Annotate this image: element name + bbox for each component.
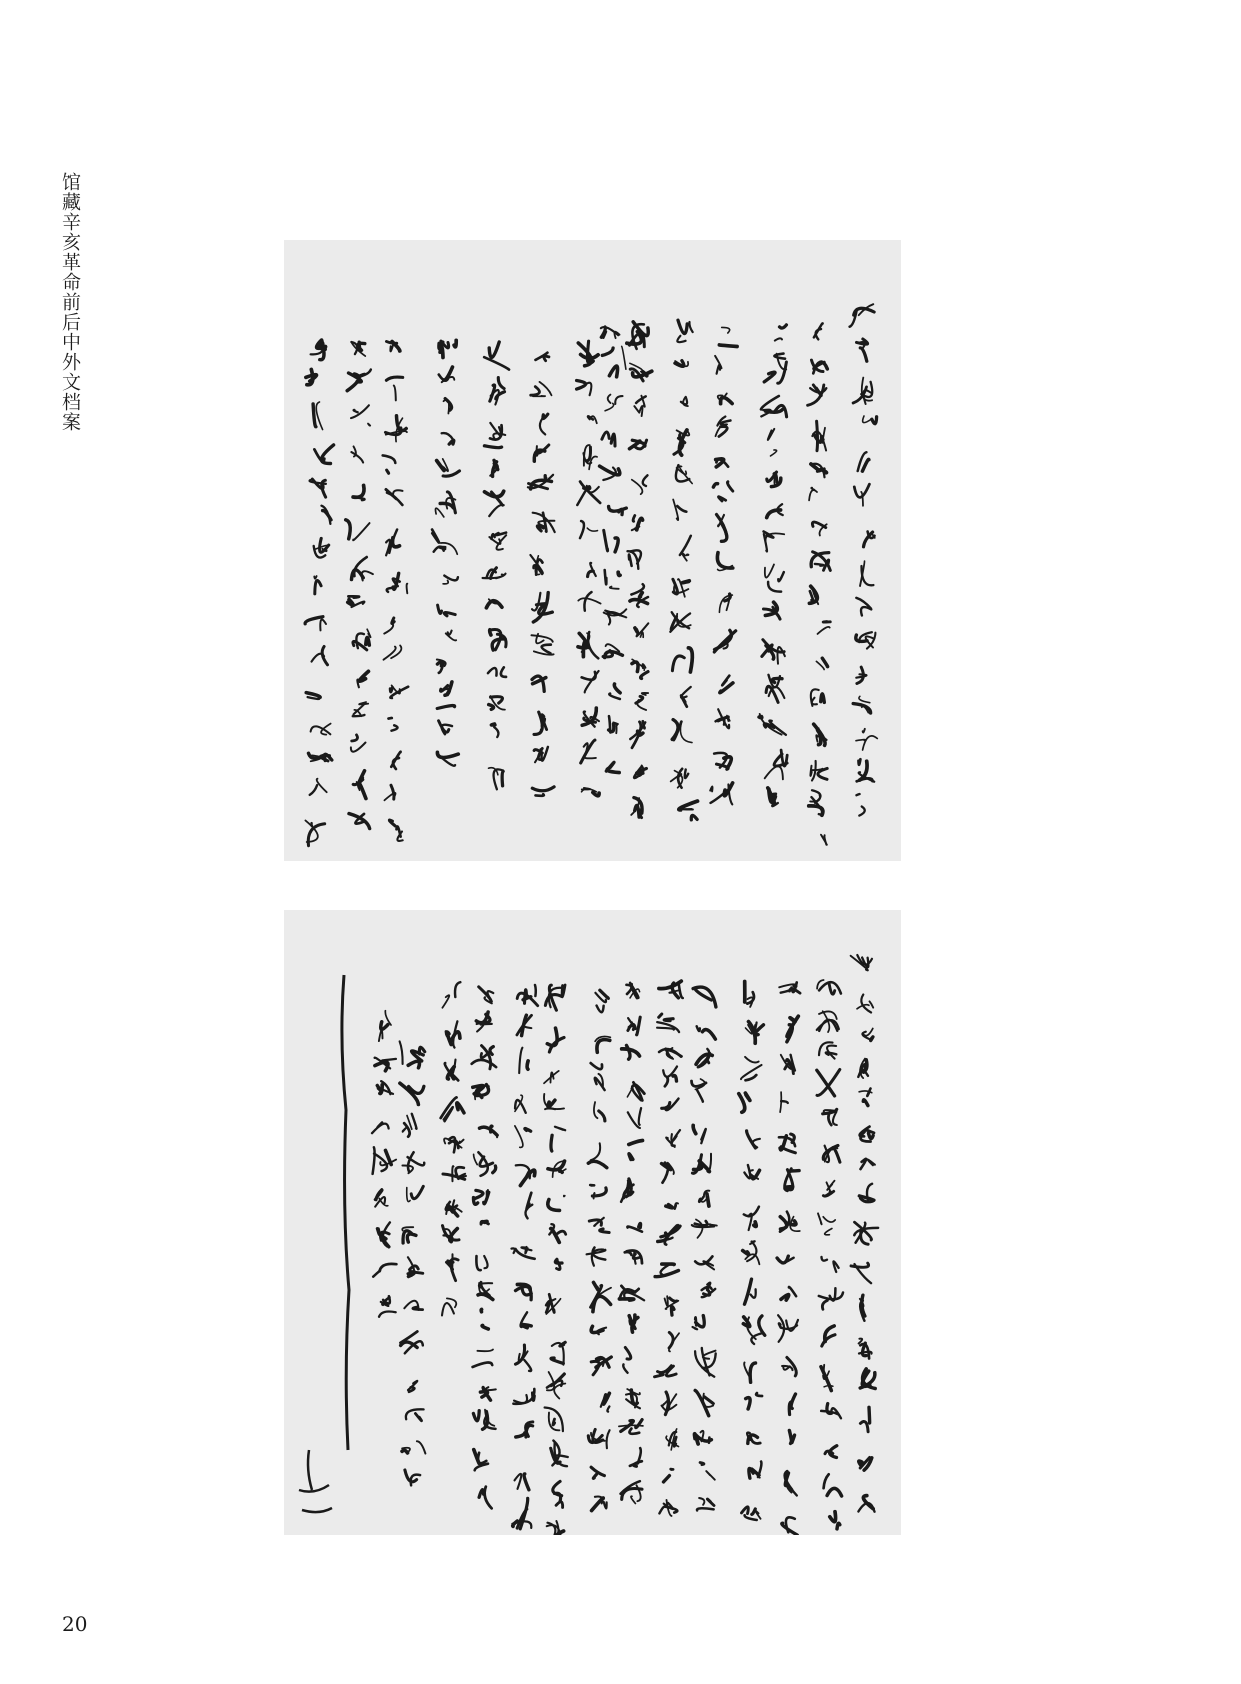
handwriting-column: [739, 982, 765, 1521]
handwriting-column: [850, 304, 878, 815]
handwriting-column: [483, 342, 509, 789]
handwriting-column: [400, 1041, 426, 1485]
handwriting-column: [577, 341, 601, 796]
handwriting-column: [710, 327, 737, 804]
handwriting-column: [383, 341, 409, 841]
handwriting-column: [759, 325, 787, 806]
manuscript-scan-top: [284, 240, 901, 861]
handwriting-column: [528, 353, 555, 796]
handwriting-column: [544, 985, 568, 1535]
handwriting-column: [670, 320, 697, 820]
handwriting-column: [432, 340, 459, 765]
book-title: 馆藏辛亥革命前后中外文档案: [59, 172, 81, 432]
handwriting-column: [512, 985, 538, 1529]
handwriting-column: [472, 987, 498, 1509]
handwriting-column: [817, 980, 843, 1529]
page-number: 20: [62, 1612, 88, 1636]
signature-flourish: [342, 975, 349, 1450]
handwritten-letter-top-image: [284, 240, 901, 861]
handwriting-column: [441, 982, 466, 1315]
handwriting-column: [851, 955, 879, 1512]
handwriting-column: [692, 987, 717, 1510]
handwriting-column: [808, 323, 831, 844]
handwriting-column: [777, 983, 800, 1536]
handwriting-column: [600, 327, 627, 773]
handwriting-column: [655, 981, 683, 1516]
handwriting-column: [627, 322, 652, 818]
handwriting-column: [372, 1011, 396, 1317]
handwriting-column: [619, 983, 644, 1504]
handwriting-column: [587, 990, 612, 1510]
handwritten-letter-bottom-image: [284, 910, 901, 1535]
date-mark: [299, 1450, 332, 1512]
handwriting-column: [346, 342, 373, 829]
handwriting-column: [305, 340, 334, 846]
manuscript-scan-bottom: [284, 910, 901, 1535]
